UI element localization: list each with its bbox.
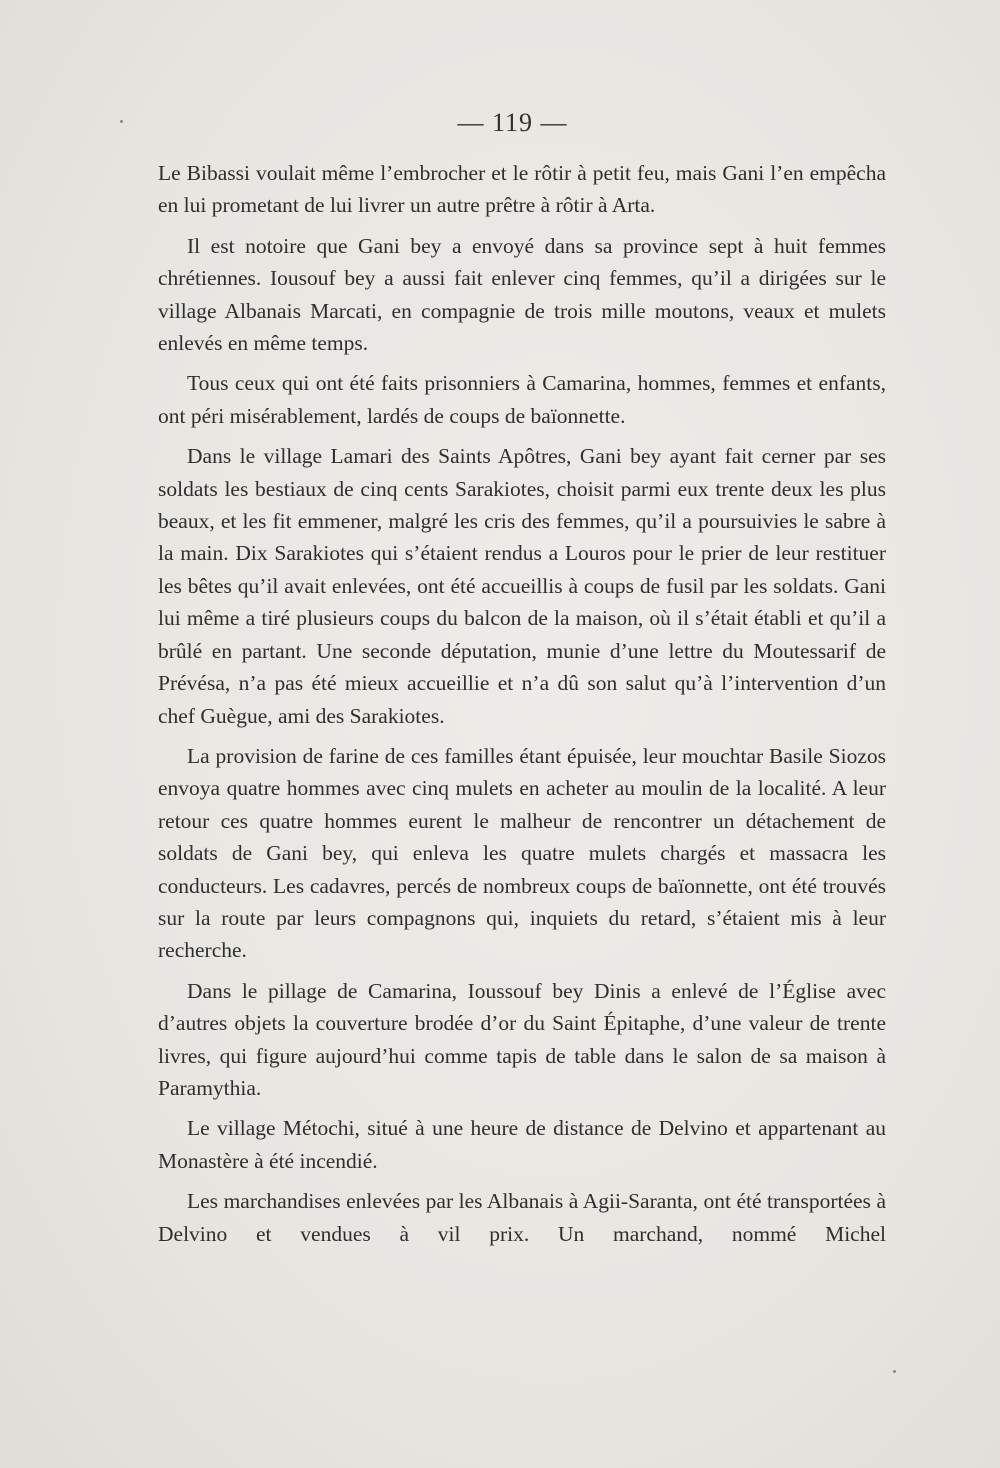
paragraph-2: Il est notoire que Gani bey a envoyé dans sa province sept à huit femmes chrétiennes. Iousouf bey a aussi fait enlever cinq femmes, qu’il a dirigées sur le village Albanais Marcati, en compagnie de trois mille moutons, veaux et mulets enlevés en même temps. (158, 233, 886, 356)
paper-speck (120, 120, 123, 123)
paper-speck (893, 1370, 896, 1373)
paragraph-8: Les marchandises enlevées par les Albanais à Agii-Saranta, ont été transportées à Delvino et vendues à vil prix. Un marchand, nommé Michel (158, 1189, 886, 1246)
paragraph-1: Le Bibassi voulait même l’embrocher et le rôtir à petit feu, mais Gani l’en empêcha en lui prometant de lui livrer un autre prêtre à rôtir à Arta. (158, 161, 886, 218)
page-number: — 119 — (457, 108, 568, 137)
paragraph-7: Le village Métochi, situé à une heure de distance de Delvino et appartenant au Monastère à été incendié. (158, 1116, 886, 1173)
paragraph-6: Dans le pillage de Camarina, Ioussouf bey Dinis a enlevé de l’Église avec d’autres objets la couverture brodée d’or du Saint Épitaphe, d’une valeur de trente livres, qui figure aujourd’hui comme tapis de table dans le salon de sa maison à Paramythia. (158, 978, 886, 1100)
paragraph-3: Tous ceux qui ont été faits prisonniers à Camarina, hommes, femmes et enfants, ont péri misérablement, lardés de coups de baïonnette. (158, 371, 886, 428)
body-text (158, 157, 886, 1258)
paragraph-4: Dans le village Lamari des Saints Apôtres, Gani bey ayant fait cerner par ses soldats les bestiaux de cinq cents Sarakiotes, choisit parmi eux trente deux les plus beaux, et les fit emmener, malgré les cris des femmes, qu’il a poursuivies le sabre à la main. Dix Sarakiotes qui s’étaient rendus a Louros pour le prier de leur restituer les bêtes qu’il avait enlevées, ont été accueillis à coups de fusil par les soldats. Gani lui même a tiré plusieurs coups du balcon de la maison, où il s’était établi et qu’il a brûlé en partant. Une seconde députation, munie d’une lettre du Moutessarif de Prévésa, n’a pas été mieux accueillie et n’a dû son salut qu’à l’intervention d’un chef Guègue, ami des Sarakiotes. (158, 444, 886, 728)
paragraph-5: La provision de farine de ces familles étant épuisée, leur mouchtar Basile Siozos envoya quatre hommes avec cinq mulets en acheter au moulin de la localité. A leur retour ces quatre hommes eurent le malheur de rencontrer un détachement de soldats de Gani bey, qui enleva les quatre mulets chargés et massacra les conducteurs. Les cadavres, percés de nombreux coups de baïonnette, ont été trouvés sur la route par leurs compagnons qui, inquiets du retard, s’étaient mis à leur recherche. (158, 743, 886, 963)
